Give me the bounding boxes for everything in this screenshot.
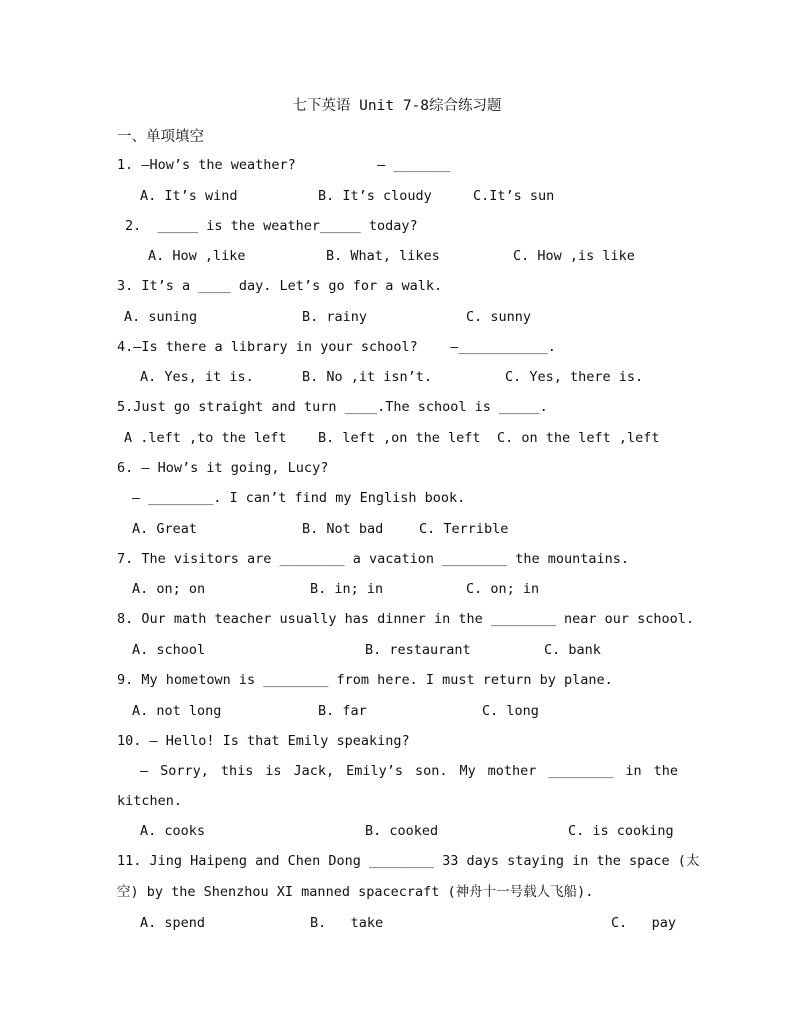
question-11-option-a: A. spend xyxy=(140,915,206,931)
question-9-option-c: C. long xyxy=(482,703,539,719)
question-10-option-c: C. is cooking xyxy=(568,823,674,839)
section-heading: 一、单项填空 xyxy=(117,129,204,145)
question-6-stem: 6. — How’s it going, Lucy? xyxy=(117,460,329,476)
question-9-option-a: A. not long xyxy=(132,703,222,719)
question-8-option-c: C. bank xyxy=(544,642,601,658)
question-6-option-c: C. Terrible xyxy=(419,521,509,537)
question-2-option-a: A. How ,like xyxy=(148,248,246,264)
question-6-stem-line-2: — ________. I can’t find my English book. xyxy=(132,490,466,506)
question-2-option-b: B. What, likes xyxy=(326,248,440,264)
question-7-option-a: A. on; on xyxy=(132,581,206,597)
question-10-stem-line-2: — Sorry, this is Jack, Emily’s son. My mother ________ in the xyxy=(140,763,678,779)
question-2-stem: 2. _____ is the weather_____ today? xyxy=(125,218,418,234)
question-11-option-b: B. take xyxy=(310,915,384,931)
question-7-option-b: B. in; in xyxy=(310,581,384,597)
question-6-option-a: A. Great xyxy=(132,521,198,537)
question-5-option-a: A .left ,to the left xyxy=(124,430,287,446)
question-7-option-c: C. on; in xyxy=(466,581,540,597)
page-title: 七下英语 Unit 7-8综合练习题 xyxy=(292,98,502,114)
question-5-stem: 5.Just go straight and turn ____.The school is _____. xyxy=(117,399,548,415)
question-3-stem: 3. It’s a ____ day. Let’s go for a walk. xyxy=(117,278,443,294)
question-8-stem: 8. Our math teacher usually has dinner in the ________ near our school. xyxy=(117,611,695,627)
question-2-option-c: C. How ,is like xyxy=(513,248,635,264)
question-8-option-a: A. school xyxy=(132,642,206,658)
question-6-option-b: B. Not bad xyxy=(302,521,384,537)
question-3-option-b: B. rainy xyxy=(302,309,368,325)
question-4-option-c: C. Yes, there is. xyxy=(505,369,644,385)
question-10-option-b: B. cooked xyxy=(365,823,439,839)
question-1-option-c: C.It’s sun xyxy=(473,188,555,204)
question-7-stem: 7. The visitors are ________ a vacation ________ the mountains. xyxy=(117,551,630,567)
question-1-stem: 1. —How’s the weather? — _______ xyxy=(117,157,451,173)
question-10-option-a: A. cooks xyxy=(140,823,206,839)
question-11-stem-line-2: 空) by the Shenzhou XI manned spacecraft (神舟十一号载人飞船). xyxy=(117,884,594,900)
question-8-option-b: B. restaurant xyxy=(365,642,471,658)
question-9-option-b: B. far xyxy=(318,703,367,719)
question-5-option-c: C. on the left ,left xyxy=(497,430,660,446)
question-3-option-a: A. suning xyxy=(124,309,198,325)
question-11-stem: 11. Jing Haipeng and Chen Dong ________ 33 days staying in the space (太 xyxy=(117,853,700,869)
question-10-stem: 10. — Hello! Is that Emily speaking? xyxy=(117,733,410,749)
question-3-option-c: C. sunny xyxy=(466,309,532,325)
question-11-option-c: C. pay xyxy=(611,915,677,931)
question-1-option-a: A. It’s wind xyxy=(140,188,238,204)
question-4-option-b: B. No ,it isn’t. xyxy=(302,369,433,385)
question-10-stem-line-3: kitchen. xyxy=(117,793,183,809)
question-4-option-a: A. Yes, it is. xyxy=(140,369,254,385)
question-9-stem: 9. My hometown is ________ from here. I must return by plane. xyxy=(117,672,613,688)
question-4-stem: 4.—Is there a library in your school? —___________. xyxy=(117,339,556,355)
question-5-option-b: B. left ,on the left xyxy=(318,430,481,446)
question-1-option-b: B. It’s cloudy xyxy=(318,188,432,204)
